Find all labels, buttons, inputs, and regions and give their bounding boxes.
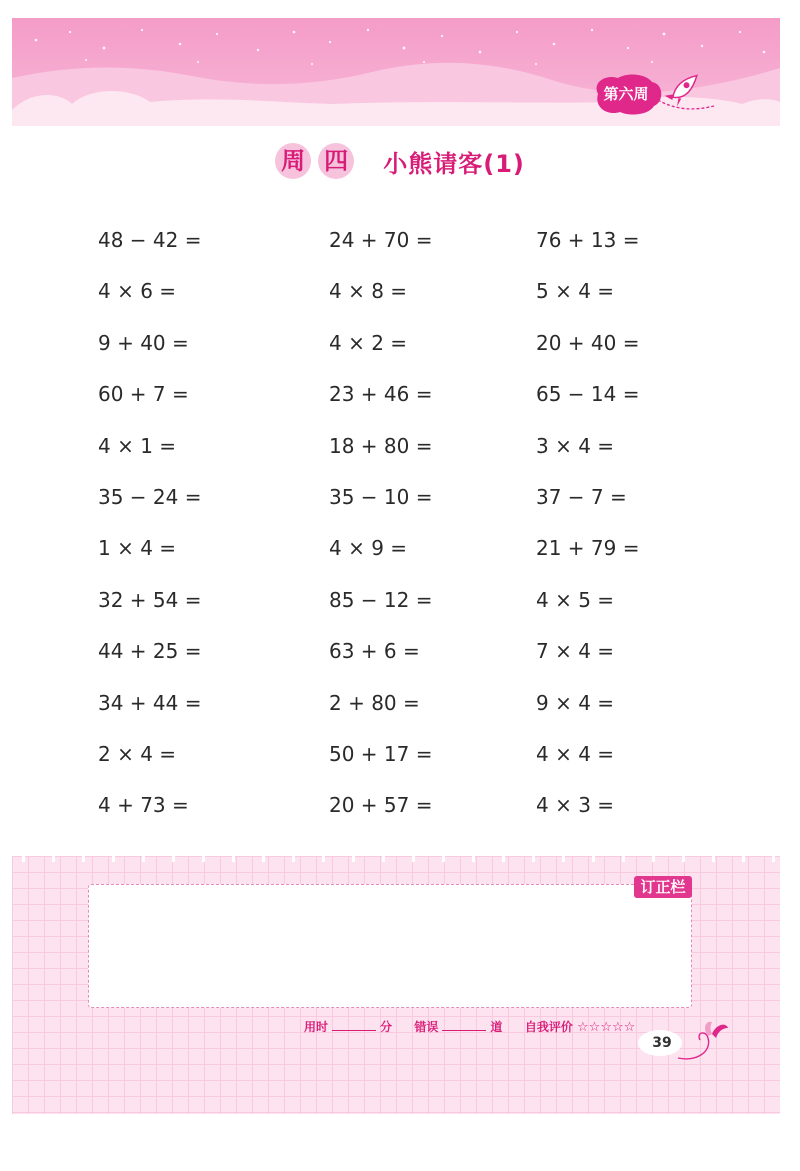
problem-item[interactable]: 4 × 4 = — [536, 741, 615, 766]
problem-item[interactable]: 50 + 17 = — [329, 741, 433, 766]
problem-item[interactable]: 32 + 54 = — [98, 587, 202, 612]
problem-item[interactable]: 4 + 73 = — [98, 793, 189, 818]
problem-item[interactable]: 7 × 4 = — [536, 639, 615, 664]
problem-item[interactable]: 35 − 24 = — [98, 484, 202, 509]
problem-row — [98, 376, 718, 427]
time-blank[interactable] — [332, 1020, 376, 1031]
page-title — [0, 143, 800, 189]
problem-item[interactable]: 4 × 8 = — [329, 279, 408, 304]
problem-row — [98, 273, 718, 324]
star-rating[interactable]: ☆☆☆☆☆ — [577, 1020, 636, 1035]
problem-grid — [98, 222, 718, 839]
correction-label: 订正栏 — [634, 876, 692, 898]
problem-item[interactable]: 5 × 4 = — [536, 279, 615, 304]
problem-item[interactable]: 4 × 2 = — [329, 330, 408, 355]
problem-item[interactable]: 4 × 1 = — [98, 433, 177, 458]
problem-item[interactable]: 21 + 79 = — [536, 536, 640, 561]
problem-row — [98, 222, 718, 273]
problem-item[interactable]: 3 × 4 = — [536, 433, 615, 458]
problem-item[interactable]: 60 + 7 = — [98, 382, 189, 407]
errors-label: 错误 — [414, 1020, 439, 1034]
problem-item[interactable]: 4 × 5 = — [536, 587, 615, 612]
correction-section — [12, 856, 780, 1114]
problem-item[interactable]: 23 + 46 = — [329, 382, 433, 407]
problem-item[interactable]: 63 + 6 = — [329, 639, 420, 664]
problem-item[interactable]: 65 − 14 = — [536, 382, 640, 407]
problem-item[interactable]: 20 + 40 = — [536, 330, 640, 355]
problem-item[interactable]: 35 − 10 = — [329, 484, 433, 509]
problem-item[interactable]: 2 × 4 = — [98, 741, 177, 766]
lesson-title: 小熊请客(1) — [383, 149, 525, 178]
problem-row — [98, 685, 718, 736]
problem-item[interactable]: 18 + 80 = — [329, 433, 433, 458]
problem-row — [98, 787, 718, 838]
problem-row — [98, 633, 718, 684]
question-unit: 道 — [490, 1020, 503, 1034]
problem-row — [98, 582, 718, 633]
correction-writing-area[interactable] — [88, 884, 692, 1008]
problem-row — [98, 530, 718, 581]
problem-item[interactable]: 20 + 57 = — [329, 793, 433, 818]
perforation-edge — [12, 856, 780, 862]
problem-item[interactable]: 4 × 6 = — [98, 279, 177, 304]
errors-blank[interactable] — [442, 1020, 486, 1031]
day-char-2: 四 — [318, 143, 354, 179]
self-eval-label: 自我评价 — [524, 1020, 573, 1034]
problem-row — [98, 428, 718, 479]
problem-row — [98, 479, 718, 530]
problem-item[interactable]: 37 − 7 = — [536, 484, 627, 509]
page-number: 39 — [636, 1028, 688, 1058]
problem-item[interactable]: 48 − 42 = — [98, 228, 202, 252]
day-char-1: 周 — [275, 143, 311, 179]
rocket-icon — [652, 70, 722, 114]
swirl-decoration-icon — [672, 1018, 732, 1064]
problem-item[interactable]: 85 − 12 = — [329, 587, 433, 612]
problem-item[interactable]: 9 × 4 = — [536, 690, 615, 715]
problem-item[interactable]: 34 + 44 = — [98, 690, 202, 715]
problem-item[interactable]: 4 × 3 = — [536, 793, 615, 818]
problem-item[interactable]: 76 + 13 = — [536, 228, 640, 252]
problem-item[interactable]: 24 + 70 = — [329, 228, 433, 252]
problem-row — [98, 736, 718, 787]
problem-item[interactable]: 2 + 80 = — [329, 690, 420, 715]
problem-item[interactable]: 9 + 40 = — [98, 330, 189, 355]
problem-item[interactable]: 44 + 25 = — [98, 639, 202, 664]
problem-item[interactable]: 1 × 4 = — [98, 536, 177, 561]
problem-row — [98, 325, 718, 376]
minute-unit: 分 — [380, 1020, 393, 1034]
self-assessment-line — [304, 1018, 635, 1035]
problem-item[interactable]: 4 × 9 = — [329, 536, 408, 561]
week-label: 第六周 — [603, 85, 649, 103]
time-label: 用时 — [304, 1020, 329, 1034]
